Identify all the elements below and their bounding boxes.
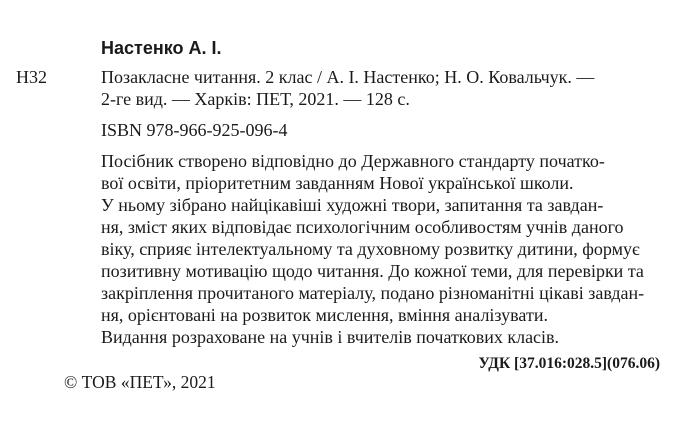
bib-line-1: Позакласне читання. 2 клас / А. І. Настенко; Н. О. Ковальчук. — [101, 67, 595, 87]
author-name: Настенко А. І. [101, 38, 222, 58]
annotation-line: Видання розраховане на учнів і вчителів початкових класів. [101, 327, 560, 347]
annotation-line: позитивну мотивацію щодо читання. До кожної теми, для перевірки та [101, 261, 644, 281]
classification-code: Н32 [16, 67, 47, 87]
udk-code: УДК [37.016:028.5](076.06) [478, 355, 660, 372]
annotation-line: закріплення прочитаного матеріалу, подано різноманітні цікаві завдан- [101, 283, 645, 303]
annotation-line: вої освіти, пріоритетним завданням Нової української школи. [101, 173, 574, 193]
bib-line-2: 2-ге вид. — Харків: ПЕТ, 2021. — 128 с. [101, 89, 410, 109]
annotation-line: У ньому зібрано найцікавіші художні твори, запитання та завдан- [101, 195, 604, 215]
annotation-line: ня, зміст яких відповідає психологічним особливостям учнів даного [101, 217, 624, 237]
annotation-line: ня, орієнтовані на розвиток мислення, вміння аналізувати. [101, 305, 548, 325]
annotation-line: віку, сприяє інтелектуальному та духовному розвитку дитини, формує [101, 239, 640, 259]
annotation-line: Посібник створено відповідно до Державного стандарту початко- [101, 151, 605, 171]
copyright-notice: © ТОВ «ПЕТ», 2021 [64, 372, 216, 392]
isbn: ISBN 978-966-925-096-4 [101, 120, 288, 140]
